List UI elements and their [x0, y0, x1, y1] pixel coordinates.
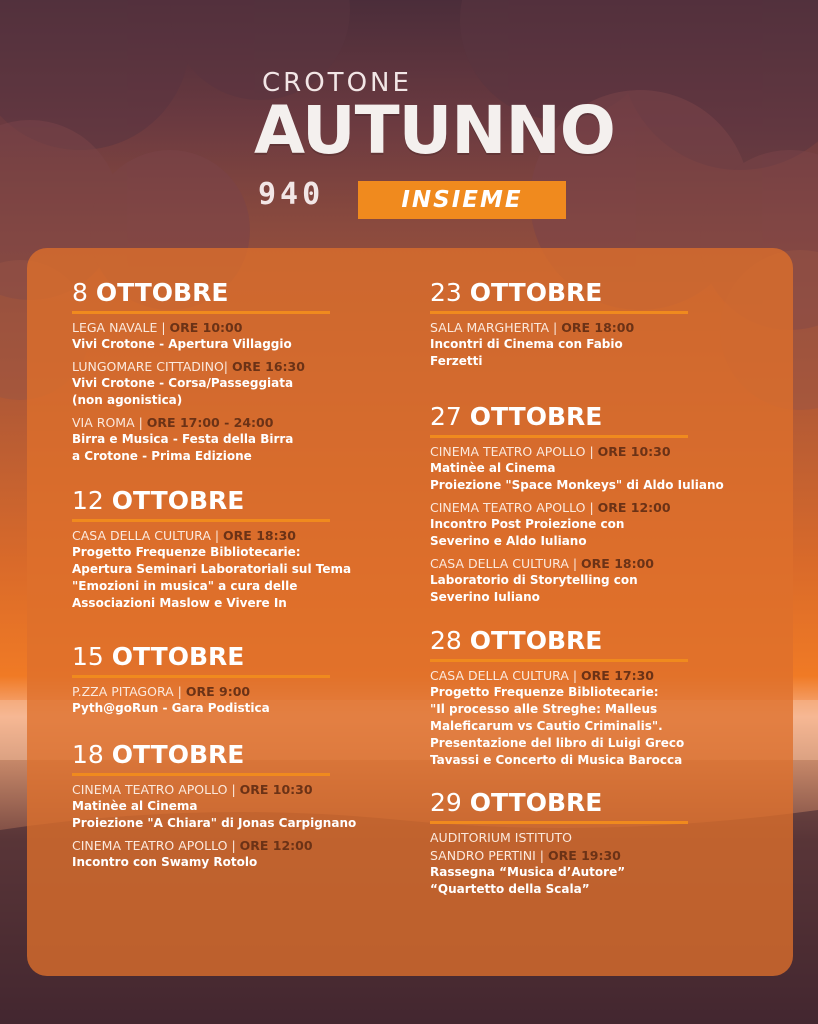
event-time: ORE 18:00 — [581, 556, 654, 571]
event-item — [72, 320, 330, 353]
event-description: Progetto Frequenze Bibliotecarie: — [430, 685, 659, 699]
event-location-line — [430, 668, 688, 684]
event-time: ORE 10:30 — [597, 444, 671, 459]
day-block — [72, 278, 330, 465]
event-time: ORE 17:30 — [581, 668, 654, 683]
event-description: Vivi Crotone - Corsa/Passeggiata — [72, 376, 294, 390]
day-block — [430, 402, 724, 606]
event-location-line — [72, 782, 356, 798]
event-item — [430, 320, 688, 370]
day-title — [72, 642, 330, 672]
day-title — [430, 626, 688, 656]
event-time: ORE 10:00 — [169, 320, 243, 335]
day-title — [430, 278, 688, 308]
event-location: CINEMA TEATRO APOLLO | — [430, 444, 594, 459]
day-title — [72, 486, 351, 516]
event-location-line — [72, 528, 351, 544]
event-item — [72, 528, 351, 612]
event-description: Severino Iuliano — [430, 590, 540, 604]
event-time: ORE 18:00 — [561, 320, 635, 335]
day-divider — [430, 311, 688, 314]
day-number: 8 — [72, 278, 88, 307]
event-location: CINEMA TEATRO APOLLO | — [430, 500, 594, 515]
day-block — [430, 278, 688, 370]
event-description: Matinèe al Cinema — [72, 799, 198, 813]
day-divider — [72, 311, 330, 314]
day-number: 27 — [430, 402, 462, 431]
event-time: ORE 16:30 — [232, 359, 305, 374]
day-block — [72, 642, 330, 717]
event-description: Proiezione "A Chiara" di Jonas Carpignano — [72, 816, 357, 830]
event-location-line — [72, 838, 356, 854]
city-title: CROTONE — [262, 68, 412, 98]
tagline-badge: INSIEME — [358, 181, 566, 219]
event-location-line — [430, 444, 724, 460]
event-location: CASA DELLA CULTURA | — [430, 668, 578, 683]
event-time: ORE 9:00 — [185, 684, 251, 699]
main-title: AUTUNNO — [254, 92, 615, 169]
event-description: Tavassi e Concerto di Musica Barocca — [430, 753, 683, 767]
event-item — [72, 415, 330, 465]
day-title — [72, 278, 330, 308]
event-item — [430, 830, 688, 846]
event-location-line — [430, 500, 724, 516]
day-number: 18 — [72, 740, 104, 769]
day-month: OTTOBRE — [95, 278, 229, 307]
day-block — [430, 788, 688, 898]
event-time: ORE 10:30 — [239, 782, 313, 797]
event-location: CINEMA TEATRO APOLLO | — [72, 838, 236, 853]
day-block — [72, 740, 356, 871]
day-divider — [430, 435, 688, 438]
day-title — [430, 402, 724, 432]
event-item — [430, 668, 688, 769]
event-location-line — [430, 320, 688, 336]
event-location: SANDRO PERTINI | — [430, 848, 544, 863]
event-description: Laboratorio di Storytelling con — [430, 573, 638, 587]
header — [0, 0, 818, 240]
day-number: 15 — [72, 642, 104, 671]
event-description: Severino e Aldo Iuliano — [430, 534, 587, 548]
event-description: a Crotone - Prima Edizione — [72, 449, 252, 463]
event-description: Birra e Musica - Festa della Birra — [72, 432, 294, 446]
day-number: 12 — [72, 486, 104, 515]
event-description: "Il processo alle Streghe: Malleus — [430, 702, 658, 716]
event-item — [430, 848, 688, 898]
day-title — [72, 740, 356, 770]
event-item — [72, 684, 330, 717]
day-month: OTTOBRE — [469, 626, 603, 655]
event-item — [430, 500, 724, 550]
event-description: Proiezione "Space Monkeys" di Aldo Iuliano — [430, 478, 724, 492]
event-location-line — [72, 320, 330, 336]
event-item — [72, 782, 356, 832]
day-month: OTTOBRE — [469, 402, 603, 431]
day-number: 29 — [430, 788, 462, 817]
event-location: LEGA NAVALE | — [72, 320, 166, 335]
day-block — [72, 486, 351, 612]
event-description: Matinèe al Cinema — [430, 461, 556, 475]
event-item — [72, 838, 356, 871]
day-divider — [72, 519, 330, 522]
event-description: Pyth@goRun - Gara Podistica — [72, 701, 270, 715]
event-location-line — [430, 848, 688, 864]
event-time: ORE 12:00 — [597, 500, 671, 515]
day-month: OTTOBRE — [469, 788, 603, 817]
event-description: Ferzetti — [430, 354, 483, 368]
day-number: 23 — [430, 278, 462, 307]
event-location-line — [430, 830, 688, 846]
day-month: OTTOBRE — [469, 278, 603, 307]
event-description: Rassegna “Musica d’Autore” — [430, 865, 626, 879]
day-month: OTTOBRE — [111, 740, 245, 769]
day-title — [430, 788, 688, 818]
day-month: OTTOBRE — [111, 486, 245, 515]
event-location: P.ZZA PITAGORA | — [72, 684, 182, 699]
day-block — [430, 626, 688, 769]
logo-glyph: 940 — [258, 177, 325, 212]
day-divider — [72, 675, 330, 678]
day-divider — [72, 773, 330, 776]
event-description: “Quartetto della Scala” — [430, 882, 590, 896]
event-description: Associazioni Maslow e Vivere In — [72, 596, 287, 610]
event-time: ORE 18:30 — [223, 528, 296, 543]
event-location-line — [430, 556, 724, 572]
event-location: CASA DELLA CULTURA | — [72, 528, 220, 543]
event-description: Incontro Post Proiezione con — [430, 517, 625, 531]
day-number: 28 — [430, 626, 462, 655]
event-description: Incontri di Cinema con Fabio — [430, 337, 623, 351]
day-divider — [430, 821, 688, 824]
event-location: LUNGOMARE CITTADINO| — [72, 359, 229, 374]
event-time: ORE 17:00 - 24:00 — [146, 415, 274, 430]
event-location: CASA DELLA CULTURA | — [430, 556, 578, 571]
event-location: AUDITORIUM ISTITUTO — [430, 830, 572, 845]
event-description: Apertura Seminari Laboratoriali sul Tema — [72, 562, 352, 576]
event-item — [430, 556, 724, 606]
event-time: ORE 19:30 — [547, 848, 621, 863]
event-location: VIA ROMA | — [72, 415, 143, 430]
day-month: OTTOBRE — [111, 642, 245, 671]
event-location-line — [72, 415, 330, 431]
event-description: Incontro con Swamy Rotolo — [72, 855, 258, 869]
event-location: CINEMA TEATRO APOLLO | — [72, 782, 236, 797]
event-location-line — [72, 359, 330, 375]
event-description: (non agonistica) — [72, 393, 183, 407]
event-item — [430, 444, 724, 494]
event-description: Presentazione del libro di Luigi Greco — [430, 736, 685, 750]
event-location: SALA MARGHERITA | — [430, 320, 558, 335]
event-description: "Emozioni in musica" a cura delle — [72, 579, 298, 593]
event-time: ORE 12:00 — [239, 838, 313, 853]
day-divider — [430, 659, 688, 662]
event-description: Maleficarum vs Cautio Criminalis". — [430, 719, 663, 733]
event-item — [72, 359, 330, 409]
event-description: Vivi Crotone - Apertura Villaggio — [72, 337, 292, 351]
event-location-line — [72, 684, 330, 700]
event-description: Progetto Frequenze Bibliotecarie: — [72, 545, 301, 559]
